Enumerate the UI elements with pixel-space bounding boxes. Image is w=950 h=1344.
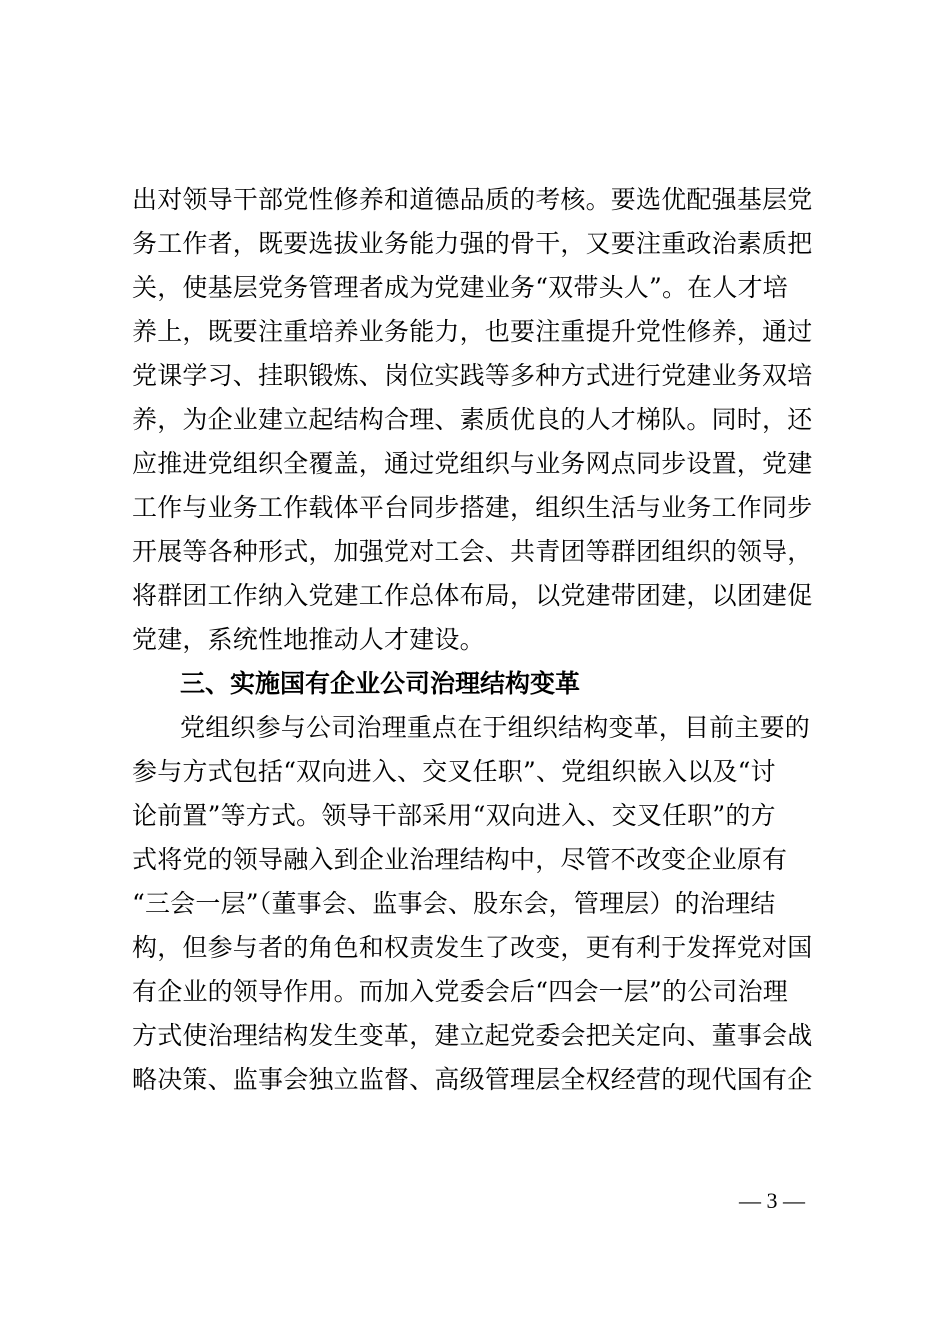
paragraph-1-line: 养，为企业建立起结构合理、素质优良的人才梯队。同时，还: [132, 405, 813, 434]
paragraph-2-line: 有企业的领导作用。而加入党委会后“四会一层”的公司治理: [132, 977, 788, 1006]
paragraph-2-line: 参与方式包括“双向进入、交叉任职”、党组织嵌入以及“讨: [132, 757, 776, 786]
paragraph-1-line: 开展等各种形式，加强党对工会、共青团等群团组织的领导，: [132, 537, 813, 566]
paragraph-1-line: 党课学习、挂职锻炼、岗位实践等多种方式进行党建业务双培: [132, 361, 813, 390]
paragraph-1-line: 关，使基层党务管理者成为党建业务“双带头人”。在人才培: [132, 273, 788, 302]
paragraph-1-line: 务工作者，既要选拔业务能力强的骨干，又要注重政治素质把: [132, 229, 813, 258]
section-heading: 三、实施国有企业公司治理结构变革: [180, 669, 581, 698]
paragraph-2-line: 构，但参与者的角色和权责发生了改变，更有利于发挥党对国: [132, 933, 813, 962]
paragraph-1-line: 应推进党组织全覆盖，通过党组织与业务网点同步设置，党建: [132, 449, 813, 478]
paragraph-1-line: 工作与业务工作载体平台同步搭建，组织生活与业务工作同步: [132, 493, 813, 522]
paragraph-1-line: 出对领导干部党性修养和道德品质的考核。要选优配强基层党: [132, 185, 813, 214]
paragraph-2-line: 略决策、监事会独立监督、高级管理层全权经营的现代国有企: [132, 1065, 813, 1094]
paragraph-1-line: 养上，既要注重培养业务能力，也要注重提升党性修养，通过: [132, 317, 813, 346]
paragraph-2-first-line: 党组织参与公司治理重点在于组织结构变革，目前主要的: [180, 713, 811, 742]
paragraph-2-line: 方式使治理结构发生变革，建立起党委会把关定向、董事会战: [132, 1021, 813, 1050]
paragraph-1-line: 党建，系统性地推动人才建设。: [132, 625, 485, 654]
paragraph-2-line: “三会一层”（董事会、监事会、股东会，管理层）的治理结: [132, 889, 776, 918]
page-number: — 3 —: [739, 1188, 805, 1213]
paragraph-2-line: 式将党的领导融入到企业治理结构中，尽管不改变企业原有: [132, 845, 788, 874]
paragraph-2-line: 论前置”等方式。领导干部采用“双向进入、交叉任职”的方: [132, 801, 776, 830]
paragraph-1-line: 将群团工作纳入党建工作总体布局，以党建带团建，以团建促: [132, 581, 813, 610]
